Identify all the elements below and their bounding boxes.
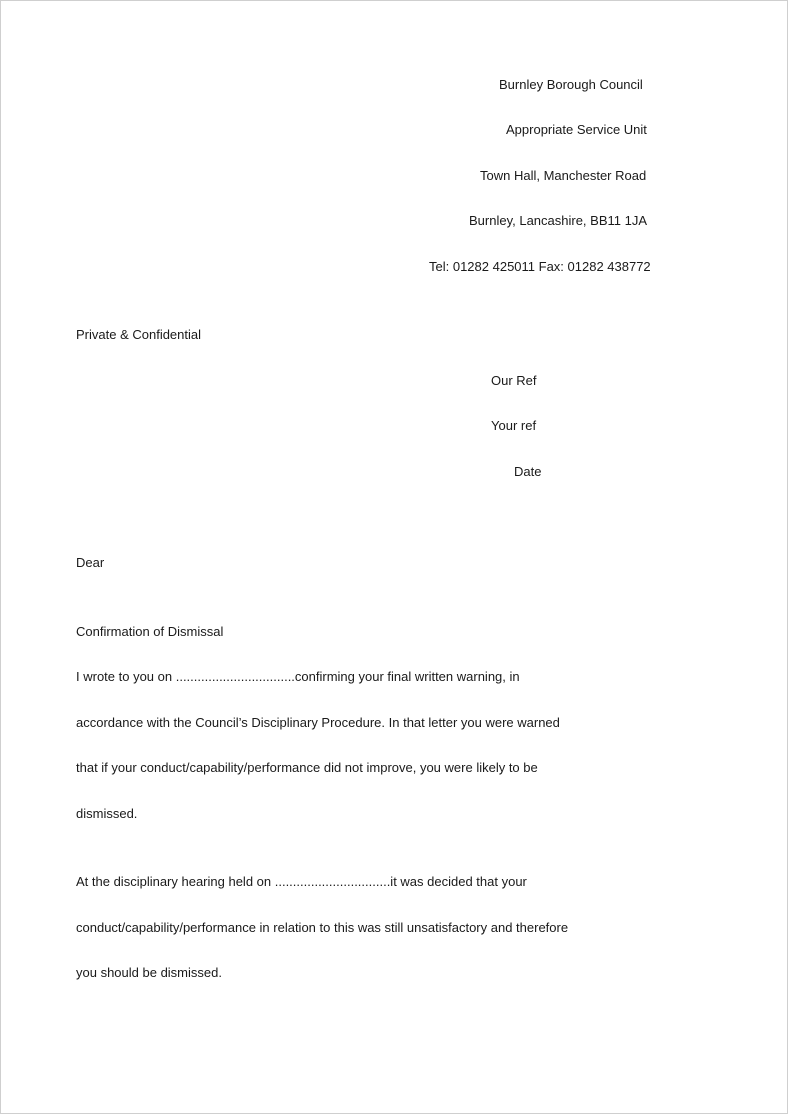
date-label: Date — [514, 464, 542, 479]
letterhead-organisation: Burnley Borough Council — [499, 77, 643, 92]
paragraph1-line2: accordance with the Council’s Disciplinary Procedure. In that letter you were warned — [76, 715, 560, 730]
classification-label: Private & Confidential — [76, 327, 202, 342]
salutation: Dear — [76, 555, 105, 570]
paragraph2-line1: At the disciplinary hearing held on ................................it was decided that your — [76, 874, 527, 889]
paragraph1-line1: I wrote to you on .................................confirming your final written warning, in — [76, 669, 520, 684]
letterhead-unit: Appropriate Service Unit — [506, 122, 647, 137]
our-ref-label: Our Ref — [491, 373, 537, 388]
paragraph2-line2: conduct/capability/performance in relation to this was still unsatisfactory and therefore — [76, 920, 569, 935]
letterhead-contact: Tel: 01282 425011 Fax: 01282 438772 — [429, 259, 651, 274]
letterhead-address-line1: Town Hall, Manchester Road — [480, 168, 647, 183]
paragraph2-line3: you should be dismissed. — [76, 965, 222, 980]
letterhead-address-line2: Burnley, Lancashire, BB11 1JA — [469, 213, 648, 228]
subject-heading: Confirmation of Dismissal — [76, 624, 224, 639]
your-ref-label: Your ref — [491, 418, 537, 433]
paragraph1-line3: that if your conduct/capability/performance did not improve, you were likely to be — [76, 760, 538, 775]
paragraph1-line4: dismissed. — [76, 806, 138, 821]
